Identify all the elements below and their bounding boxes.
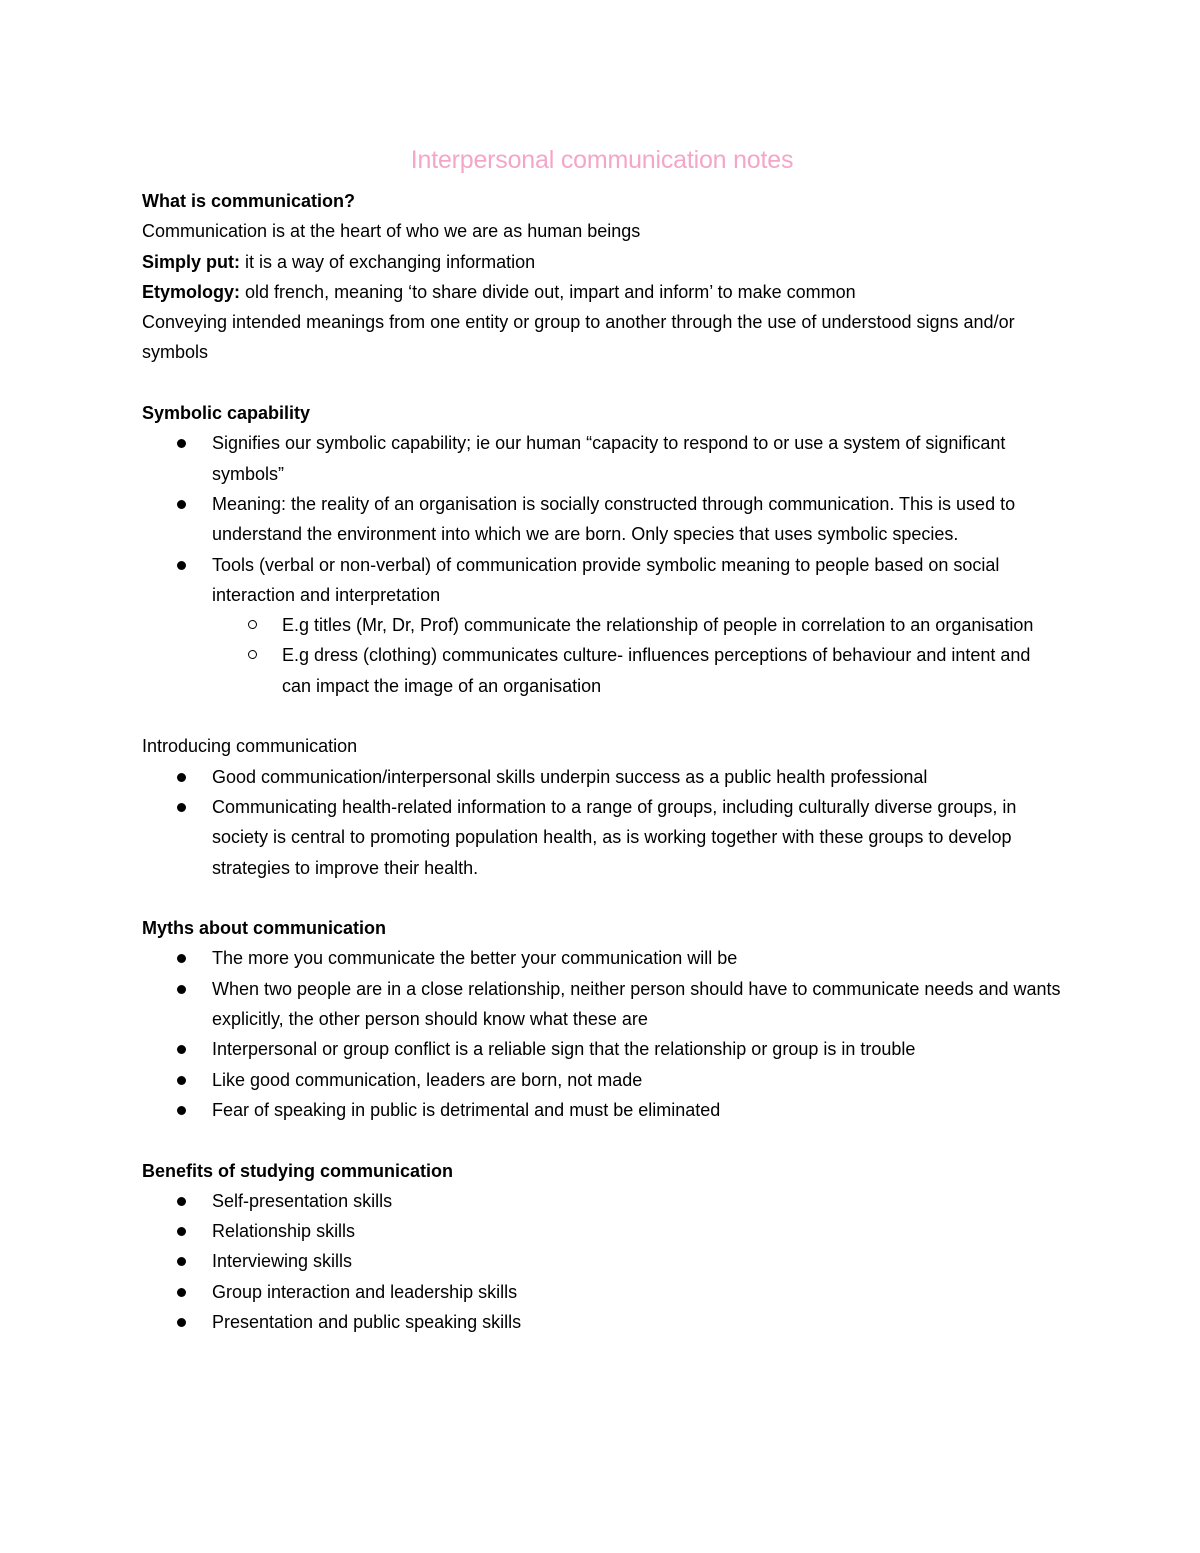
intro-line-simply-put	[142, 247, 1062, 277]
simply-put-label: Simply put:	[142, 251, 240, 272]
list-item-text: Relationship skills	[212, 1221, 356, 1242]
list-item-text: Meaning: the reality of an organisation is socially constructed through communication. This is used to understand the environment into which we are born. Only species that uses symbolic species.	[212, 493, 1016, 545]
etymology-text: old french, meaning ‘to share divide out, impart and inform’ to make common	[240, 281, 856, 302]
section-heading-introducing-communication: Introducing communication	[142, 736, 358, 757]
list-item-text: When two people are in a close relationship, neither person should have to communicate needs and wants explicitly, the other person should know what these are	[212, 978, 1061, 1030]
list-item	[142, 762, 1062, 792]
list-item	[142, 1307, 1062, 1337]
sub-list-item-text: E.g dress (clothing) communicates culture- influences perceptions of behaviour and intent and can impact the image of an organisation	[282, 645, 1031, 696]
paragraph-gap	[142, 1125, 1062, 1155]
list-item-text: Interviewing skills	[212, 1251, 353, 1272]
list-item	[142, 1186, 1062, 1216]
list-item	[142, 428, 1062, 489]
list-item-text: Group interaction and leadership skills	[212, 1281, 518, 1302]
list-item-text: Self-presentation skills	[212, 1190, 393, 1211]
bullet-icon	[177, 500, 186, 509]
section-heading-benefits: Benefits of studying communication	[142, 1160, 454, 1181]
bullet-icon	[177, 439, 186, 448]
list-item	[142, 974, 1062, 1035]
bullet-icon	[177, 1045, 186, 1054]
sub-list-item	[212, 640, 1062, 701]
list-item-text: Signifies our symbolic capability; ie our human “capacity to respond to or use a system of significant symbols”	[212, 433, 1006, 484]
paragraph-gap	[142, 701, 1062, 731]
paragraph-gap	[142, 883, 1062, 913]
list-item	[142, 1277, 1062, 1307]
document-page	[142, 142, 1062, 1337]
benefits-list	[142, 1186, 1062, 1337]
bullet-icon	[177, 1076, 186, 1085]
list-item-text: Good communication/interpersonal skills underpin success as a public health professional	[212, 766, 928, 787]
bullet-icon	[177, 1318, 186, 1327]
introducing-list	[142, 762, 1062, 883]
bullet-icon	[177, 561, 186, 570]
section-heading-myths: Myths about communication	[142, 918, 387, 939]
bullet-icon	[177, 1257, 186, 1266]
hollow-bullet-icon	[248, 650, 257, 659]
list-item	[142, 489, 1062, 550]
list-item-text: Like good communication, leaders are born, not made	[212, 1069, 643, 1090]
section-heading-what-is-communication: What is communication?	[142, 191, 356, 211]
sub-list-item	[212, 610, 1062, 640]
list-item	[142, 1034, 1062, 1064]
intro-line-heart: Communication is at the heart of who we are as human beings	[142, 221, 641, 242]
bullet-icon	[177, 954, 186, 963]
list-item	[142, 943, 1062, 973]
bullet-icon	[177, 985, 186, 994]
etymology-label: Etymology:	[142, 281, 241, 302]
section-heading-symbolic-capability: Symbolic capability	[142, 403, 311, 424]
list-item	[142, 550, 1062, 701]
list-item-text: Communicating health-related information to a range of groups, including culturally diverse groups, in society is central to promoting population health, as is working together with these groups to develop strategies to improve their health.	[212, 796, 1017, 878]
list-item	[142, 1065, 1062, 1095]
symbolic-list	[142, 428, 1062, 701]
list-item-text: Interpersonal or group conflict is a reliable sign that the relationship or group is in trouble	[212, 1039, 916, 1060]
symbolic-sublist	[212, 610, 1062, 701]
list-item-text: Presentation and public speaking skills	[212, 1311, 522, 1332]
bullet-icon	[177, 803, 186, 812]
bullet-icon	[177, 1197, 186, 1206]
myths-list	[142, 943, 1062, 1125]
bullet-icon	[177, 1288, 186, 1297]
bullet-icon	[177, 1227, 186, 1236]
list-item-text: Tools (verbal or non-verbal) of communication provide symbolic meaning to people based on social interaction and interpretation	[212, 554, 1000, 605]
simply-put-text: it is a way of exchanging information	[240, 251, 536, 272]
list-item-text: Fear of speaking in public is detrimental and must be eliminated	[212, 1099, 721, 1120]
list-item-text: The more you communicate the better your communication will be	[212, 948, 738, 969]
list-item	[142, 792, 1062, 883]
sub-list-item-text: E.g titles (Mr, Dr, Prof) communicate the relationship of people in correlation to an organisation	[282, 615, 1034, 636]
paragraph-gap	[142, 368, 1062, 398]
bullet-icon	[177, 773, 186, 782]
list-item	[142, 1095, 1062, 1125]
hollow-bullet-icon	[248, 620, 257, 629]
list-item	[142, 1216, 1062, 1246]
list-item	[142, 1246, 1062, 1276]
document-title: Interpersonal communication notes	[410, 146, 794, 174]
bullet-icon	[177, 1106, 186, 1115]
intro-line-conveying: Conveying intended meanings from one entity or group to another through the use of understood signs and/or symbols	[142, 312, 1015, 363]
intro-line-etymology	[142, 277, 1062, 307]
